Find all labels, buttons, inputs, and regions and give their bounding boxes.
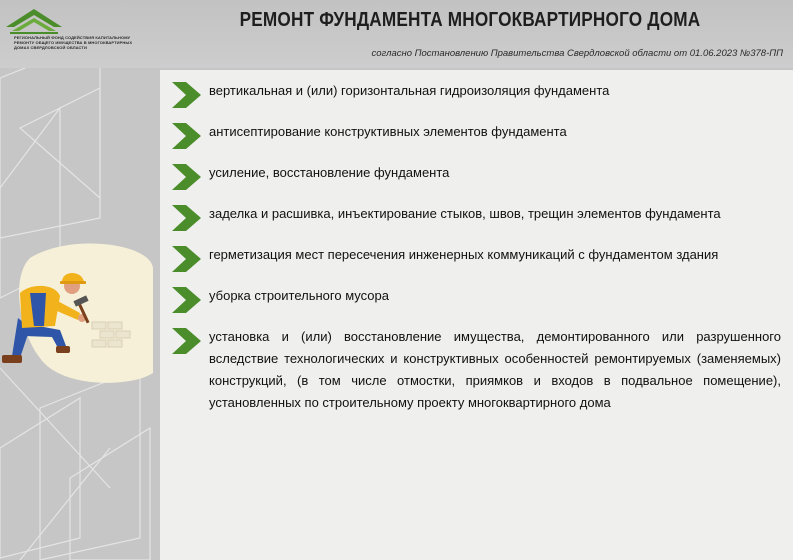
org-line-1: РЕГИОНАЛЬНЫЙ ФОНД СОДЕЙСТВИЯ КАПИТАЛЬНОМУ xyxy=(14,35,131,40)
logo xyxy=(4,5,154,55)
org-line-2: РЕМОНТУ ОБЩЕГО ИМУЩЕСТВА В МНОГОКВАРТИРНЫХ xyxy=(14,40,133,45)
org-name xyxy=(14,35,144,50)
left-panel xyxy=(0,68,153,560)
chevron-arrow-icon xyxy=(172,328,202,354)
list-item-text: антисептирование конструктивных элементов фундамента xyxy=(209,124,567,139)
header xyxy=(0,0,793,68)
chevron-arrow-icon xyxy=(172,82,202,108)
construction-worker-icon xyxy=(0,238,153,388)
list-item-text: уборка строительного мусора xyxy=(209,288,389,303)
list-item-text: герметизация мест пересечения инженерных коммуникаций с фундаментом здания xyxy=(209,247,719,262)
chevron-arrow-icon xyxy=(172,246,202,272)
chevron-arrow-icon xyxy=(172,164,202,190)
org-line-3: ДОМАХ СВЕРДЛОВСКОЙ ОБЛАСТИ xyxy=(14,45,87,50)
list-item-text: заделка и расшивка, инъектирование стыков, швов, трещин элементов фундамента xyxy=(209,206,721,221)
list-item-text: усиление, восстановление фундамента xyxy=(209,165,450,180)
content-area xyxy=(160,70,793,560)
page-subtitle: согласно Постановлению Правительства Свердловской области от 01.06.2023 №378-ПП xyxy=(371,48,783,59)
list-item-text: вертикальная и (или) горизонтальная гидроизоляция фундамента xyxy=(209,83,610,98)
list-item-text: установка и (или) восстановление имущества, демонтированного или разрушенного вследствие технологических и конструктивных особенностей ремонтируемых (заменяемых) конструкций, (в том числе отмостки, приямков и входов в подвальное помещение), установленных по строительному проекту многоквартирного дома xyxy=(209,329,781,410)
page-title: РЕМОНТ ФУНДАМЕНТА МНОГОКВАРТИРНОГО ДОМА xyxy=(239,9,701,31)
chevron-arrow-icon xyxy=(172,287,202,313)
roof-logo-icon xyxy=(4,5,66,35)
chevron-arrow-icon xyxy=(172,123,202,149)
chevron-arrow-icon xyxy=(172,205,202,231)
